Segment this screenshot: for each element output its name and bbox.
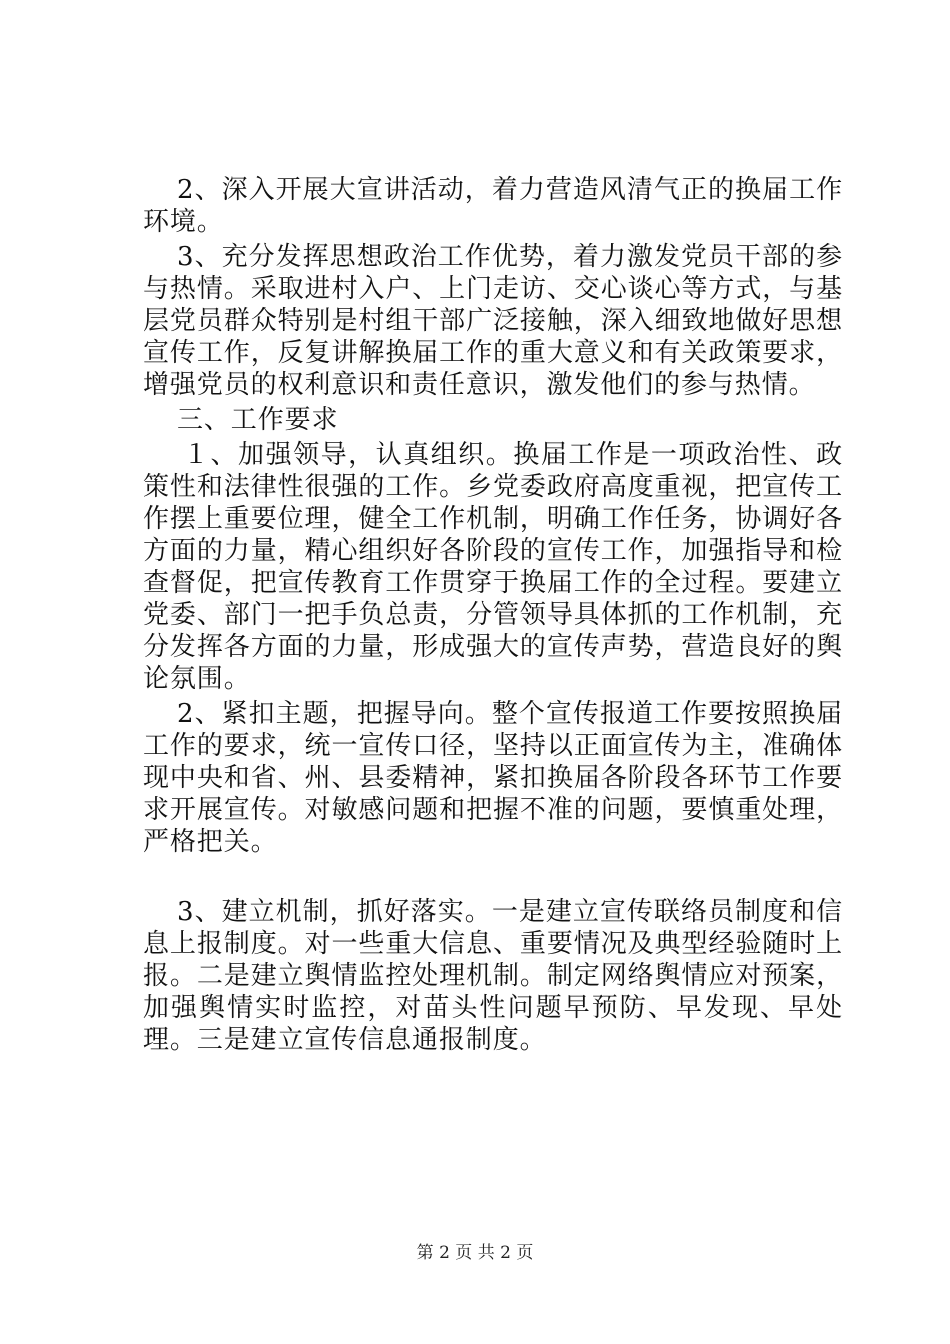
page-footer [0, 1242, 950, 1264]
paragraph-requirement-3: 3、建立机制，抓好落实。一是建立宣传联络员制度和信息上报制度。对一些重大信息、重要情况及典型经验随时上报。二是建立舆情监控处理机制。制定网络舆情应对预案，加强舆情实时监控，对苗头性问题早预防、早发现、早处理。三是建立宣传信息通报制度。 [143, 897, 843, 1055]
paragraph-item-3: 3、充分发挥思想政治工作优势，着力激发党员干部的参与热情。采取进村入户、上门走访、交心谈心等方式，与基层党员群众特别是村组干部广泛接触，深入细致地做好思想宣传工作，反复讲解换届工作的重大意义和有关政策要求，增强党员的权利意识和责任意识，激发他们的参与热情。 [143, 242, 843, 400]
document-body [143, 174, 843, 1059]
paragraph-item-2: 2、深入开展大宣讲活动，着力营造风清气正的换届工作环境。 [143, 175, 843, 237]
paragraph-requirement-1: １、加强领导，认真组织。换届工作是一项政治性、政策性和法律性很强的工作。乡党委政府高度重视，把宣传工作摆上重要位理，健全工作机制，明确工作任务，协调好各方面的力量，精心组织好各阶段的宣传工作，加强指导和检查督促，把宣传教育工作贯穿于换届工作的全过程。要建立党委、部门一把手负总责，分管领导具体抓的工作机制，充分发挥各方面的力量，形成强大的宣传声势，营造良好的舆论氛围。 [143, 440, 843, 694]
page-number-label: 第 2 页 共 2 页 [416, 1243, 534, 1263]
paragraph-requirement-2: 2、紧扣主题，把握导向。整个宣传报道工作要按照换届工作的要求，统一宣传口径，坚持以正面宣传为主，准确体现中央和省、州、县委精神，紧扣换届各阶段各环节工作要求开展宣传。对敏感问题和把握不准的问题，要慎重处理，严格把关。 [143, 699, 843, 857]
section-heading-work-requirements: 三、工作要求 [177, 405, 339, 435]
